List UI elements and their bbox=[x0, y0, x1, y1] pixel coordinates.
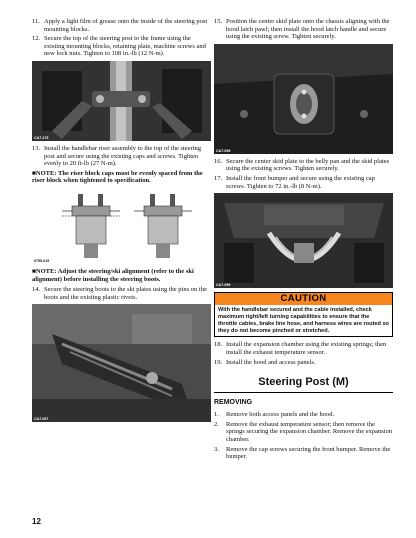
right-column bbox=[214, 18, 393, 463]
photo-tag: CA7-099 bbox=[216, 283, 231, 288]
diagram-tag: 0755-615 bbox=[34, 258, 50, 263]
step-13: 13. Install the handlebar riser assembly to the top of the steering post and secure using the existing caps and screws. Tighten evenly to 20 ft-lb (27 N-m). bbox=[32, 144, 202, 168]
caution-text: With the handlebar secured and the cable installed, check maximum right/left turning capabilities to ensure that the throttle cables, brake line hose, and harness wires are routed so they do not become pinched or stretched. bbox=[218, 307, 389, 334]
photo-tag: CA7-175 bbox=[34, 135, 49, 140]
note-ski-alignment: ■NOTE: Adjust the steering/ski alignment (refer to the ski alignment) before installing the steering boots. bbox=[32, 267, 194, 283]
note-riser-caps: ■NOTE: The riser block caps must be evenly spaced from the riser block when tightened to specification. bbox=[32, 169, 203, 185]
step-16: 16. Secure the center skid plate to the belly pan and the skid plates using the existing screws. Tighten securely. bbox=[214, 157, 390, 173]
section-title: Steering Post (M) bbox=[214, 376, 393, 393]
step-14: 14. Secure the steering boots to the ski plates using the pins on the boots and the existing plastic rivets. bbox=[32, 286, 207, 301]
photo-tag: CA7-097 bbox=[34, 417, 49, 422]
hood-latch-photo bbox=[214, 44, 393, 154]
removing-step-2: 2. Remove the exhaust temperature sensor; then remove the springs securing the expansion chamber. Remove the expansion chamber. bbox=[214, 420, 393, 443]
front-bumper-photo bbox=[214, 193, 393, 288]
photo-tag: CA7-098 bbox=[216, 148, 231, 153]
caution-box bbox=[214, 292, 393, 337]
removing-step-3: 3. Remove the cap screws securing the front bumper. Remove the bumper. bbox=[214, 445, 391, 461]
steering-post-photo bbox=[32, 61, 211, 141]
step-11: 11. Apply a light film of grease onto the inside of the steering post mounting blocks. bbox=[32, 18, 208, 33]
subheading-removing: REMOVING bbox=[214, 399, 253, 407]
caution-header: CAUTION bbox=[215, 293, 392, 305]
step-19: 19. Install the hood and access panels. bbox=[214, 358, 316, 366]
removing-step-1: 1. Remove both access panels and the hood. bbox=[214, 411, 335, 419]
step-15: 15. Position the center skid plate onto the chassis aligning with the hood latch pawl; then install the hood latch handle and secure using the existing screw. Tighten securely. bbox=[214, 18, 390, 41]
page-number: 12 bbox=[32, 517, 41, 526]
step-12: 12. Secure the top of the steering post to the frame using the existing mounting blocks, retaining plate, machine screws and new lock nuts. Tighten to 108 in.-lb (12 N-m). bbox=[32, 35, 206, 58]
step-17: 17. Install the front bumper and secure using the existing cap screws. Tighten to 72 in.-lb (8 N-m). bbox=[214, 174, 375, 190]
riser-block-diagram bbox=[32, 188, 211, 264]
steering-boot-photo bbox=[32, 304, 211, 422]
left-column bbox=[32, 18, 211, 426]
step-18: 18. Install the expansion chamber using the existing springs; then install the exhaust temperature sensor. bbox=[214, 341, 387, 356]
